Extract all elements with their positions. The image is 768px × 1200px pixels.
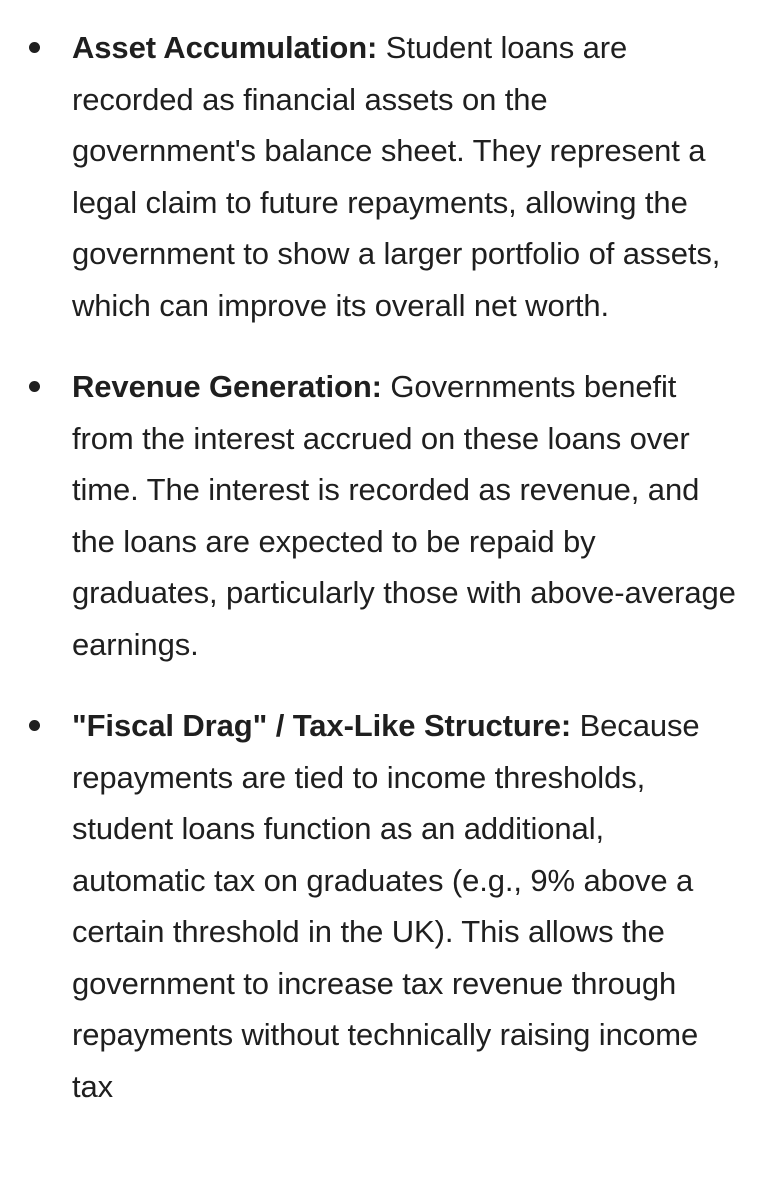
list-item-fiscal-drag [0,700,768,1112]
bullet-icon [29,42,40,53]
bullet-list [0,22,768,1112]
list-item-asset-accumulation [0,22,768,331]
item-title: "Fiscal Drag" / Tax-Like Structure: [72,708,572,743]
item-text: Governments benefit from the interest accrued on these loans over time. The interest is recorded as revenue, and the loans are expected to be repaid by graduates, particularly those with above-average earnings. [72,369,736,662]
item-text: Student loans are recorded as financial assets on the government's balance sheet. They represent a legal claim to future repayments, allowing the government to show a larger portfolio of assets, which can improve its overall net worth. [72,30,721,323]
item-text: Because repayments are tied to income thresholds, student loans function as an additional, automatic tax on graduates (e.g., 9% above a certain threshold in the UK). This allows the government to increase tax revenue through repayments without technically raising income tax [72,708,700,1104]
document-body [0,22,768,1142]
bullet-icon [29,381,40,392]
bullet-icon [29,720,40,731]
list-item-revenue-generation [0,361,768,670]
item-title: Asset Accumulation: [72,30,378,65]
item-title: Revenue Generation: [72,369,382,404]
